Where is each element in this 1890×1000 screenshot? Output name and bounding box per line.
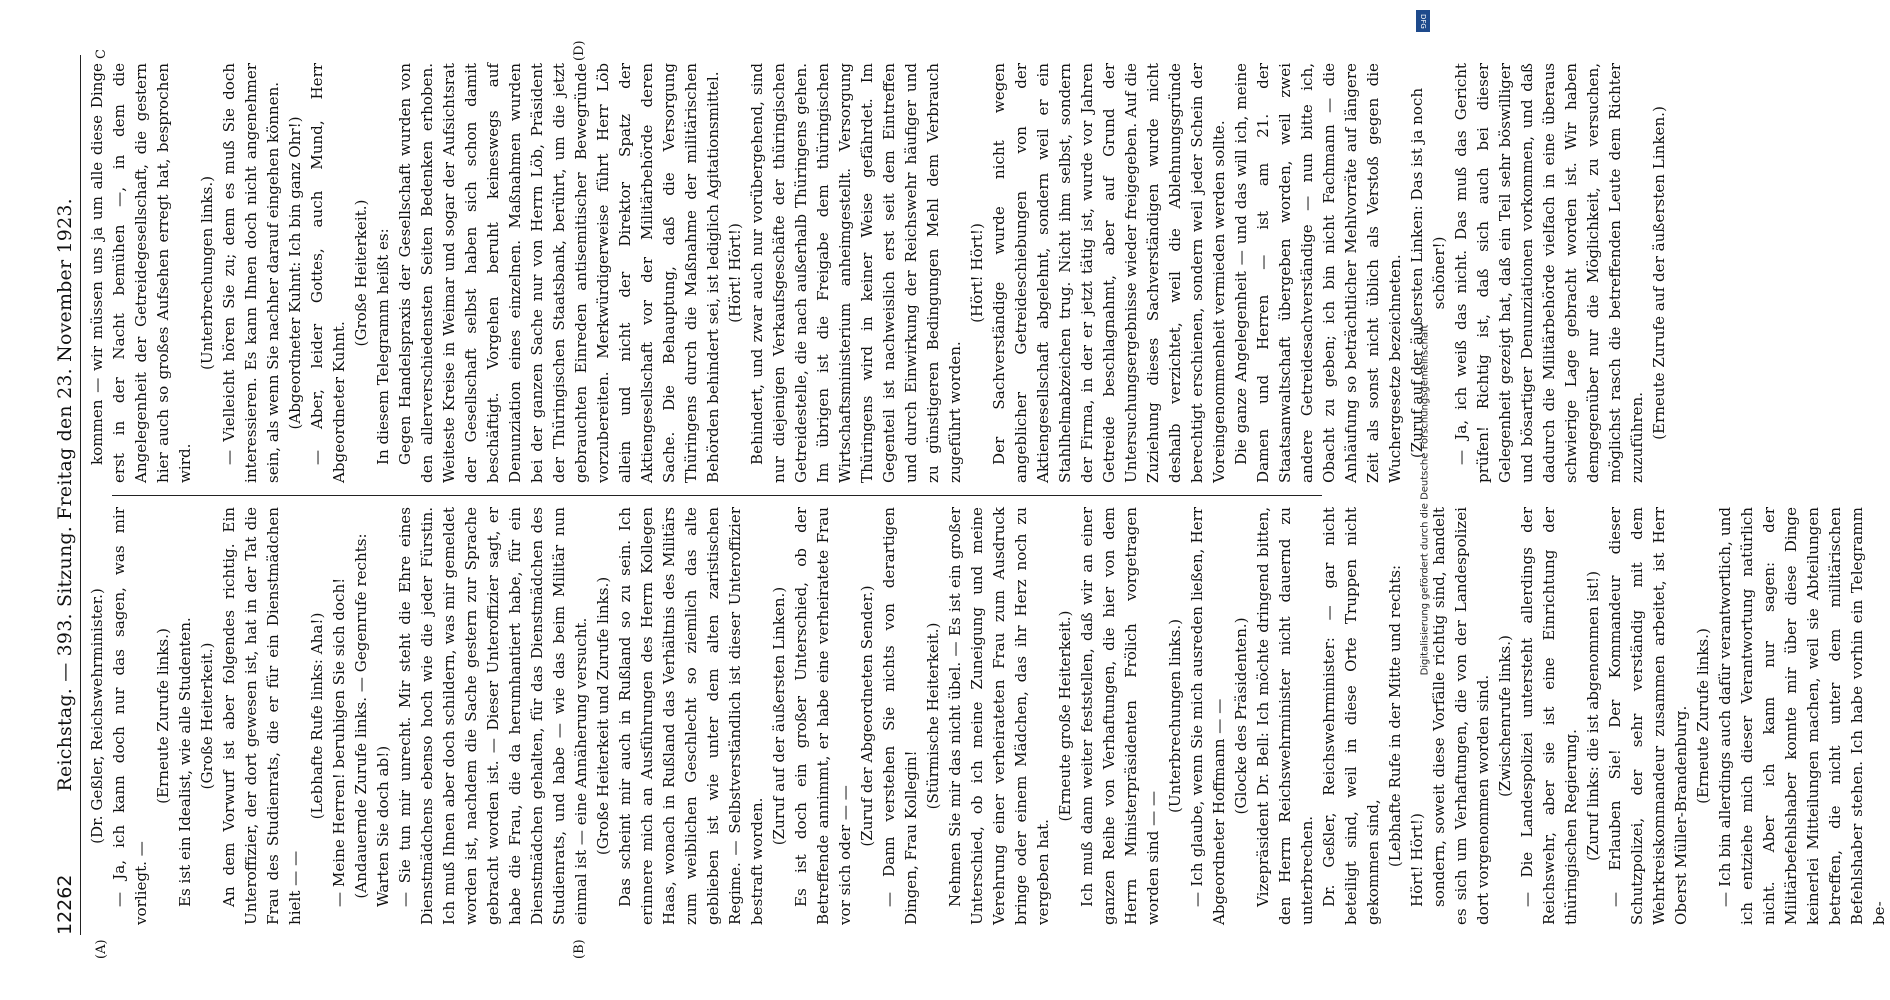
- paragraph: Das scheint mir auch in Rußland so zu sein. Ich erinnere mich an Ausführungen des Herrn Kollegen Haas, wonach in Rußland das Verhältnis des Militärs zum weiblichen Geschlecht so ziemlich das alte geblieben ist wie unter dem alten zaristischen Regime. — Selbstverständlich ist dieser Unteroffizier bestraft worden.: [616, 507, 766, 925]
- column-divider: [112, 495, 1322, 496]
- paragraph: (Große Heiterkeit.): [352, 199, 370, 347]
- paragraph: (Erneute Zurufe links.): [1694, 628, 1712, 804]
- paragraph: (Zuruf der Abgeordneten Sender.): [858, 585, 876, 847]
- paragraph: — Die Landespolizei untersteht allerdings der Reichswehr, aber sie ist eine Einrichtung der thüringischen Regierung.: [1518, 507, 1580, 925]
- paragraph: — Meine Herren! beruhigen Sie sich doch!: [330, 577, 348, 907]
- dfg-logo: DFG: [1416, 10, 1430, 32]
- margin-mark-a: (A): [94, 939, 109, 959]
- paragraph: (Zuruf auf der äußersten Linken.): [770, 586, 788, 846]
- right-column: [86, 63, 1668, 483]
- paragraph: Es ist ein Idealist, wie alle Studenten.: [176, 617, 194, 907]
- paragraph: (Erneute große Heiterkeit.): [1056, 610, 1074, 822]
- paragraph: — Aber, leider Gottes, auch Mund, Herr Abgeordneter Kuhnt.: [308, 63, 348, 483]
- paragraph: Gegen Handelspraxis der Gesellschaft wurden von den allerverschiedensten Seiten Bedenken erhoben. Weiteste Kreise in Weimar und sogar der Aufsichtsrat der Gesellschaft selbst haben sich schon damit beschäftigt. Vorgehen beruht keineswegs auf Denunziation eines einzelnen. Maßnahmen wurden bei der ganzen Sache nur von Herrn Löb, Präsident der Thüringischen Staatsbank, berührt, um die jetzt gebrauchten Einreden antisemitischer Bewegründe vorzubereiten. Merkwürdigerweise führt Herr Löb allein und nicht der Direktor Spatz der Aktiengesellschaft vor der Militärbehörde deren Sache. Die Behauptung, daß die Versorgung Thüringens durch die Maßnahme der militärischen Behörden behindert sei, ist lediglich Agitationsmittel.: [396, 63, 722, 483]
- paragraph: (Andauernde Zurufe links. — Gegenrufe rechts:: [352, 533, 370, 899]
- margin-mark-d: (D): [572, 40, 587, 61]
- paragraph: kommen — wir müssen uns ja um alle diese Dinge erst in der Nacht bemühen —, in dem die Angelegenheit der Getreidegesellschaft, die gestern hier auch so großes Aufsehen erregt hat, besprochen wird.: [88, 63, 194, 483]
- paragraph: (Hört! Hört!): [726, 223, 744, 323]
- paragraph: sondern, soweit diese Vorfälle richtig sind, handelt es sich um Verhaftungen, die von der Landespolizei dort vorgenommen worden sind.: [1430, 507, 1492, 925]
- paragraph: Es ist doch ein großer Unterschied, ob der Betreffende annimmt, er habe eine verheiratete Frau vor sich oder — —: [792, 507, 854, 925]
- paragraph: Warten Sie doch ab!): [374, 745, 392, 907]
- digitization-note: Digitalisierung gefördert durch die Deutsche Forschungsgemeinschaft: [1419, 324, 1431, 676]
- paragraph: (Zuruf auf der äußersten Linken: Das ist ja noch schöner!): [1408, 87, 1448, 459]
- paragraph: Nehmen Sie mir das nicht übel. — Es ist ein großer Unterschied, ob ich meine Zuneigung und meine Verehrung einer verheirateten Frau zum Ausdruck bringe oder einem Mädchen, das ihr Herz noch zu vergeben hat.: [946, 507, 1052, 925]
- left-column: [86, 507, 1888, 925]
- margin-mark-c: C: [94, 49, 109, 59]
- paragraph: An dem Vorwurf ist aber folgendes richtig. Ein Unteroffizier, der dort gewesen ist, hat in der Tat die Frau des Studienrats, die er für ein Dienstmädchen hielt — —: [220, 507, 304, 925]
- page-title: Reichstag. — 393. Sitzung. Freitag den 23. November 1923.: [54, 198, 76, 792]
- paragraph: (Zuruf links: die ist abgenommen ist!): [1584, 571, 1602, 861]
- paragraph: Behindert, und zwar auch nur vorübergehend, sind nur diejenigen Verkaufsgeschäfte der thüringischen Getreidestelle, die nach außerhalb Thüringens gehen. Im übrigen ist die Freigabe dem thüringischen Wirtschaftsministerium anheimgestellt. Versorgung Thüringens wird in keiner Weise gefährdet. Im Gegenteil ist nachweislich erst seit dem Eintreffen und durch Einwirkung der Reichswehr häufiger und zu günstigeren Bedingungen Mehl dem Verbrauch zugeführt worden.: [748, 63, 964, 483]
- paragraph: (Unterbrechungen links.): [198, 175, 216, 371]
- paragraph: (Unterbrechungen links.): [1166, 618, 1184, 814]
- paragraph: (Erneute Zurufe links.): [154, 628, 172, 804]
- paragraph: (Erneute Zurufe auf der äußersten Linken.): [1650, 106, 1668, 440]
- paragraph: — Vielleicht hören Sie zu; denn es muß Sie doch interessieren. Es kann Ihnen doch nicht angenehmer sein, als wenn Sie nachher darauf eingehen können.: [220, 63, 282, 483]
- paragraph: (Dr. Geßler, Reichswehrminister.): [88, 588, 106, 844]
- paragraph: (Große Heiterkeit und Zurufe links.): [594, 576, 612, 856]
- paragraph: (Abgeordneter Kuhnt: Ich bin ganz Ohr!): [286, 116, 304, 430]
- paragraph: (Hört! Hört!): [968, 223, 986, 323]
- paragraph: — Ja, ich weiß das nicht. Das muß das Gericht prüfen! Richtig ist, daß sich auch bei dieser Gelegenheit gezeigt hat, daß ein Teil sehr böswilliger und bösartiger Denunziationen vorkommen, und daß dadurch die Militärbehörde vielfach in eine überaus schwierige Lage gebracht worden ist. Wir haben demgegenüber nur die Möglichkeit, zu versuchen, möglichst rasch die betreffenden Leute dem Richter zuzuführen.: [1452, 63, 1646, 483]
- paragraph: — Ich bin allerdings auch dafür verantwortlich, und ich entziehe mich dieser Verantwortung natürlich nicht. Aber ich kann nur sagen: der Militärbefehlshaber konnte mir über diese Dinge keinerlei Mitteilungen machen, weil sie Abteilungen betreffen, die nicht unter dem militärischen Befehlshaber stehen. Ich habe vorhin ein Telegramm be-: [1716, 507, 1888, 925]
- paragraph: Der Sachverständige wurde nicht wegen angeblicher Getreideschiebungen von der Aktiengesellschaft abgelehnt, sondern weil er ein Stahlhelmabzeichen trug. Nicht ihm selbst, sondern der Firma, in der er jetzt tätig ist, wurde vor Jahren Getreide beschlagnahmt, aber auf Grund der Untersuchungsergebnisse wieder freigegeben. Auf die Zuziehung dieses Sachverständigen wurde nicht deshalb verzichtet, weil die Ablehnungsgründe berechtigt erschienen, sondern weil jeder Schein der Voreingenommenheit vermieden werden sollte.: [990, 63, 1228, 483]
- paragraph: Vizepräsident Dr. Bell: Ich möchte dringend bitten, den Herrn Reichswehrminister nicht dauernd zu unterbrechen.: [1254, 507, 1316, 925]
- paragraph: Ich muß dann weiter feststellen, daß wir an einer ganzen Reihe von Verhaftungen, die hier von dem Herrn Ministerpräsidenten Frölich vorgetragen worden sind — —: [1078, 507, 1162, 925]
- paragraph: (Zwischenrufe links.): [1496, 635, 1514, 797]
- paragraph: — Dann verstehen Sie nichts von derartigen Dingen, Frau Kollegin!: [880, 507, 920, 925]
- paragraph: In diesem Telegramm heißt es:: [374, 228, 392, 465]
- page-header: [40, 55, 81, 935]
- paragraph: — Ja, ich kann doch nur das sagen, was mir vorliegt. —: [110, 507, 150, 925]
- paragraph: — Erlauben Sie! Der Kommandeur dieser Schutzpolizei, der sehr verständig mit dem Wehrkreiskommandeur zusammen arbeitet, ist Herr Oberst Müller-Brandenburg.: [1606, 507, 1690, 925]
- paragraph: (Stürmische Heiterkeit.): [924, 622, 942, 810]
- paragraph: Die ganze Angelegenheit — und das will ich, meine Damen und Herren — ist am 21. der Staatsanwaltschaft übergeben worden, weil zwei andere Getreidesachverständige — nun bitte ich, Obacht zu geben; ich bin nicht Fachmann — die Anhäufung so beträchtlicher Mehlvorräte auf längere Zeit als sonst nicht üblich als Verstoß gegen die Wuchergesetze bezeichneten.: [1232, 63, 1404, 483]
- paragraph: (Lebhafte Rufe in der Mitte und rechts:: [1386, 564, 1404, 868]
- paragraph: (Glocke des Präsidenten.): [1232, 617, 1250, 815]
- paragraph: — Ich glaube, wenn Sie mich ausreden ließen, Herr Abgeordneter Hoffmann — —: [1188, 507, 1228, 925]
- margin-mark-b: (B): [572, 939, 587, 959]
- paragraph: — Sie tun mir unrecht. Mir steht die Ehre eines Dienstmädchens ebenso hoch wie die jeder Fürstin. Ich muß Ihnen aber doch schildern, was mir gemeldet worden ist, nachdem die Sache gestern zur Sprache gebracht worden ist. — Dieser Unteroffizier sagt, er habe die Frau, die da herumhantiert habe, für ein Dienstmädchen gehalten, für das Dienstmädchen des Studienrats, und habe — wie das beim Militär nun einmal ist — eine Annäherung versucht.: [396, 507, 590, 925]
- page-number: 12262: [54, 874, 76, 935]
- paragraph: (Große Heiterkeit.): [198, 642, 216, 790]
- paragraph: Dr. Geßler, Reichswehrminister: — gar nicht beteiligt sind, weil in diese Orte Truppen nicht gekommen sind,: [1320, 507, 1382, 925]
- paragraph: Hört! Hört!): [1408, 813, 1426, 907]
- paragraph: (Lebhafte Rufe links: Aha!): [308, 612, 326, 820]
